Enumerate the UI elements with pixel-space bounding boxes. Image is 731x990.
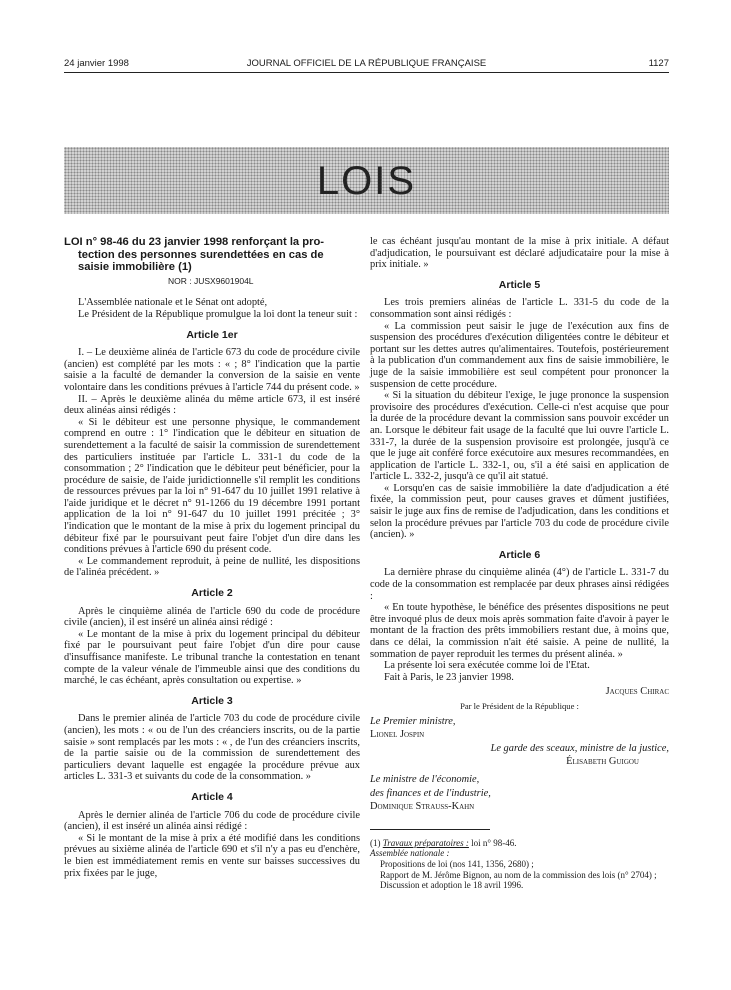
article-paragraph: « Si la situation du débiteur l'exige, le juge prononce la suspension provisoire des procédures d'exécution. Celle-ci n'est acquise que pour la durée de la procédure devant la commission sans pouvoir excéder un an. Lorsque le débiteur fait usage de la faculté que lui ouvre l'article L. 331-7, la durée de la suspension provisoire est prolongée, jusqu'à ce que le juge ait conféré force exécutoire aux mesures recommandées, en application de l'article L. 332-1, ou, s'il a été saisi en application de l'article L. 332-2, jusqu'à ce qu'il ait statué.: [370, 390, 669, 483]
nor-reference: NOR : JUSX9601904L: [168, 275, 254, 286]
article-paragraph: « Le montant de la mise à prix du logement principal du débiteur fixé par le poursuivant peut faire l'objet d'un dire pour cause d'insuffisance manifeste. Le tribunal tranche la contestation en tenant compte de la valeur vénale de l'immeuble ainsi que des conditions du marché, le cas échéant, après consultation ou expertise. »: [64, 628, 360, 687]
header-journal-title: JOURNAL OFFICIEL DE LA RÉPUBLIQUE FRANÇAISE: [246, 58, 487, 69]
footnote-line: Propositions de loi (nos 141, 1356, 2680) ;: [380, 858, 534, 869]
justice-name: Élisabeth Guigou: [566, 756, 639, 768]
closing-paragraph: Fait à Paris, le 23 janvier 1998.: [384, 671, 514, 683]
closing-paragraph: La présente loi sera exécutée comme loi de l'Etat.: [384, 660, 590, 672]
footnote: [370, 838, 669, 891]
pm-name: Lionel Jospin: [370, 729, 425, 741]
header-rule: [64, 72, 669, 73]
economy-title-line1: Le ministre de l'économie,: [370, 773, 480, 785]
article-paragraph-continued: le cas échéant jusqu'au montant de la mise à prix initiale. A défaut d'adjudication, le poursuivant est déclaré adjudicataire pour la mise à prix initiale. »: [370, 236, 669, 271]
footnote-assemblee: Assemblée nationale :: [370, 848, 450, 859]
article-heading: Article 6: [498, 548, 541, 561]
article-paragraph: I. – Le deuxième alinéa de l'article 673 du code de procédure civile (ancien) est complété par les mots : « ; 8° l'indication que la partie saisie a la faculté de demander la conversion de la saisie en vente volontaire dans les conditions prévues à l'article 744 du présent code. »: [64, 347, 360, 393]
article-paragraph: Dans le premier alinéa de l'article 703 du code de procédure civile (ancien), les mots : « ou de l'un des créanciers inscrits, ou de la partie saisie » sont remplacés par les mots : « , de l'un des créanciers inscrits, de la partie saisie ou de la commission de surendettement des particuliers devant laquelle est engagée la procédure prévue aux articles L. 331-3 et suivants du code de la consommation. »: [64, 713, 360, 783]
header-date: 24 janvier 1998: [64, 58, 129, 69]
article-paragraph: « Le commandement reproduit, à peine de nullité, les dispositions de l'alinéa précédent. »: [64, 555, 360, 579]
par-le-president: Par le Président de la République :: [460, 700, 579, 711]
article-heading: Article 3: [191, 694, 233, 707]
right-column: [370, 236, 669, 891]
article-heading: Article 2: [191, 587, 233, 600]
header-page-number: 1127: [648, 58, 669, 69]
footnote-travaux-ref: loi n° 98-46.: [471, 837, 517, 848]
law-title: [64, 236, 360, 274]
section-banner: [64, 147, 669, 214]
intro-paragraph: L'Assemblée nationale et le Sénat ont adopté,: [78, 297, 268, 309]
economy-name: Dominique Strauss-Kahn: [370, 801, 475, 813]
article-paragraph: « La commission peut saisir le juge de l'exécution aux fins de suspension des procédures d'exécution diligentées contre le débiteur et portant sur les dettes autres qu'alimentaires. Toutefois, postérieurement à la publication d'un commandement aux fins de saisie immobilière, le juge de la saisie immobilière est seul compétent pour prononcer la suspension de cette procédure.: [370, 320, 669, 390]
article-paragraph: « Lorsqu'en cas de saisie immobilière la date d'adjudication a été fixée, la commission peut, pour causes graves et dûment justifiées, saisir le juge aux fins de remise de l'adjudication, dans les conditions et selon la procédure prévues par l'article 703 du code de procédure civile (ancien). »: [370, 482, 669, 541]
intro-paragraph: Le Président de la République promulgue la loi dont la teneur suit :: [78, 308, 358, 320]
pm-title: Le Premier ministre,: [370, 715, 456, 727]
article-paragraph: La dernière phrase du cinquième alinéa (4°) de l'article L. 331-7 du code de la consommation est remplacée par deux phrases ainsi rédigées :: [370, 567, 669, 602]
article-paragraph: Après le cinquième alinéa de l'article 690 du code de procédure civile (ancien), il est inséré un alinéa ainsi rédigé :: [64, 605, 360, 629]
page-header: [64, 58, 669, 72]
footnote-rule: [370, 829, 490, 830]
article-heading: Article 4: [191, 790, 233, 803]
article-heading: Article 5: [498, 278, 541, 291]
article-paragraph: Après le dernier alinéa de l'article 706 du code de procédure civile (ancien), il est inséré un alinéa ainsi rédigé :: [64, 809, 360, 833]
section-banner-title: LOIS: [316, 159, 417, 203]
law-title-line2: tection des personnes surendettées en cas de: [78, 248, 324, 261]
footnote-travaux-label: Travaux préparatoires :: [382, 837, 469, 848]
article-paragraph: Les trois premiers alinéas de l'article L. 331-5 du code de la consommation sont ainsi rédigés :: [370, 297, 669, 320]
article-paragraph: « Si le montant de la mise à prix a été modifié dans les conditions prévues au sixième alinéa de l'article 690 et s'il n'y a pas eu d'enchère, le bien est immédiatement remis en vente sur baisses successives du prix fixées par le juge,: [64, 832, 360, 879]
footnote-line: Rapport de M. Jérôme Bignon, au nom de la commission des lois (n° 2704) ;: [380, 869, 657, 880]
article-paragraph: « En toute hypothèse, le bénéfice des présentes dispositions ne peut être invoqué plus de deux mois après sommation faite d'avoir à payer le montant de la fraction des prêts immobiliers restant due, à moins que, dans ce délai, la commission n'ait été saisie. A peine de nullité, la sommation de payer reproduit les termes du présent alinéa. »: [370, 602, 669, 660]
law-title-line3: saisie immobilière (1): [78, 261, 192, 274]
article-paragraph: « Si le débiteur est une personne physique, le commandement comprend en outre : 1° l'indication que le débiteur en situation de surendettement a la faculté de saisir la commission de surendettement des particuliers instituée par l'article L. 331-1 du code de la consommation ; 2° l'indication que le débiteur peut bénéficier, pour la procédure de saisie, de l'aide juridictionnelle s'il remplit les conditions de ressources prévues par la loi n° 91-647 du 10 juillet 1991 relative à l'aide juridique et le décret n° 91-1266 du 19 décembre 1991 portant application de la loi n° 91-647 du 10 juillet 1991 précitée ; 3° l'indication que le montant de la mise à prix du logement principal du débiteur fixé par le poursuivant peut faire l'objet d'un dire dans les conditions prévues à l'article 690 du présent code.: [64, 416, 360, 556]
article-heading: Article 1er: [186, 328, 238, 341]
president-signature: Jacques Chirac: [605, 686, 669, 698]
footnote-line: Discussion et adoption le 18 avril 1996.: [380, 880, 524, 891]
economy-title-line2: des finances et de l'industrie,: [370, 787, 491, 799]
left-column: [64, 236, 360, 879]
footnote-marker: (1): [370, 837, 381, 848]
law-title-line1: LOI n° 98-46 du 23 janvier 1998 renforçant la pro-: [64, 236, 325, 248]
article-paragraph: II. – Après le deuxième alinéa du même article 673, il est inséré deux alinéas ainsi rédigés :: [64, 393, 360, 417]
justice-title: Le garde des sceaux, ministre de la justice,: [490, 742, 669, 754]
